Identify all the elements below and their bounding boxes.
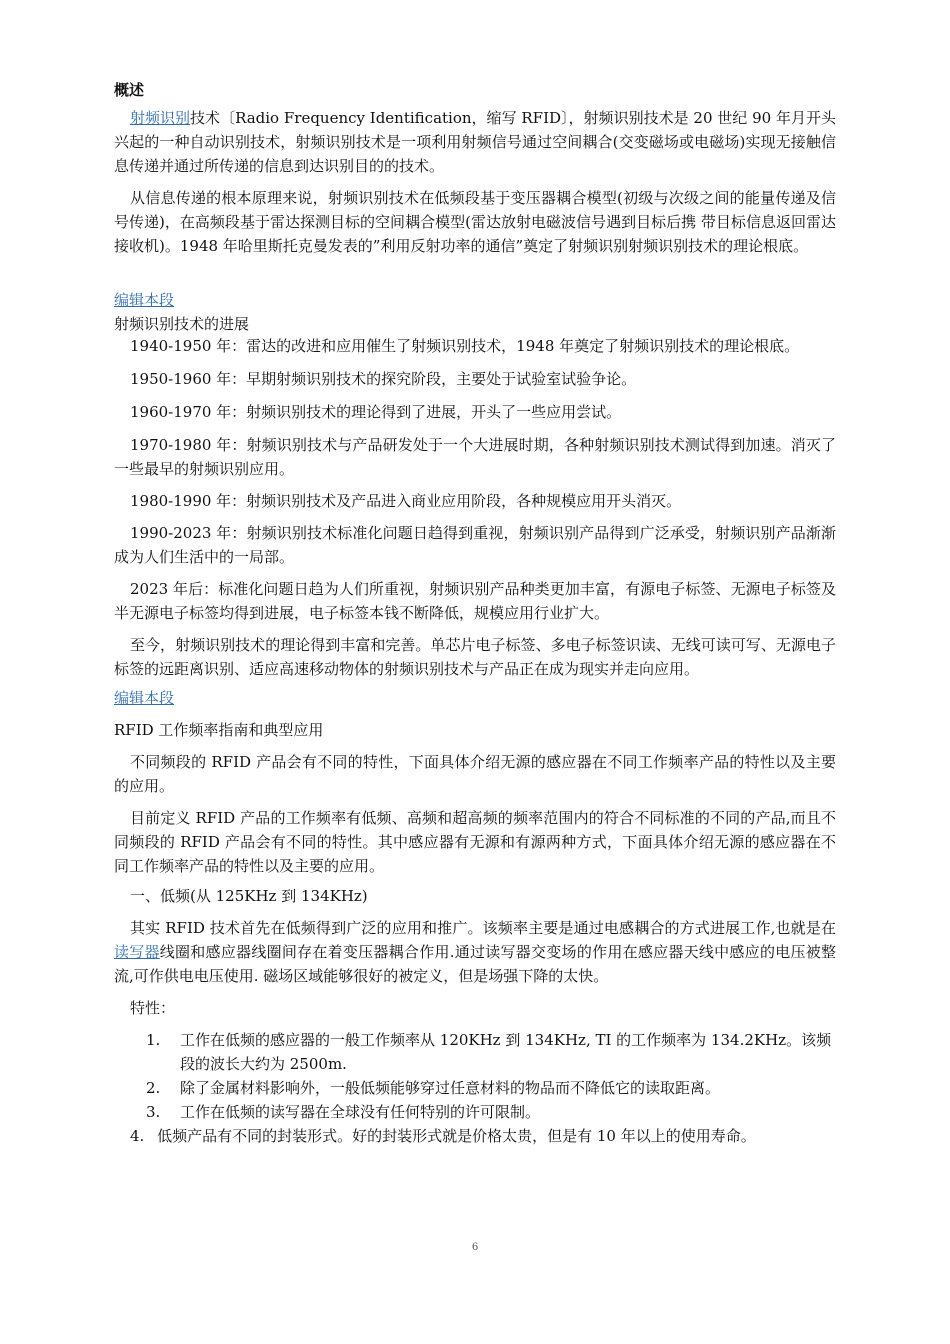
- edit-section-link[interactable]: 编辑本段: [114, 291, 175, 309]
- list-item: [146, 1028, 836, 1076]
- history-item: 1950-1960 年：早期射频识别技术的探究阶段，主要处于试验室试验争论。: [130, 370, 637, 388]
- low-frequency-paragraph: [114, 916, 836, 988]
- principle-paragraph: 从信息传递的根本原理来说，射频识别技术在低频段基于变压器耦合模型(初级与次级之间的能量传递及信号传递)，在高频段基于雷达探测目标的空间耦合模型(雷达放射电磁波信号遇到目标后携 带目标信息返回雷达接收机)。1948 年哈里斯托克曼发表的”利用反射功率的通信”奠定了射频识别射频识别技术的理论根底。: [114, 189, 836, 255]
- history-item: 1990-2023 年：射频识别技术标准化问题日趋得到重视，射频识别产品得到广泛承受，射频识别产品渐渐成为人们生活中的一局部。: [114, 524, 836, 566]
- history-item: 1980-1990 年：射频识别技术及产品进入商业应用阶段，各种规模应用开头消灭。: [130, 492, 682, 510]
- list-number: 4.: [130, 1127, 145, 1145]
- intro-paragraph: [114, 106, 836, 178]
- history-item: 1970-1980 年：射频识别技术与产品研发处于一个大进展时期，各种射频识别技术测试得到加速。消灭了一些最早的射频识别应用。: [114, 436, 836, 478]
- list-number: 1.: [146, 1031, 161, 1049]
- history-item: 1960-1970 年：射频识别技术的理论得到了进展，开头了一些应用尝试。: [130, 403, 622, 421]
- low-frequency-title: 一、低频(从 125KHz 到 134KHz): [130, 887, 368, 905]
- page-number: 6: [471, 1242, 479, 1253]
- reader-link[interactable]: 读写器: [114, 943, 160, 961]
- list-item: [130, 1124, 836, 1148]
- section-title-history: 射频识别技术的进展: [114, 315, 250, 333]
- history-item: 至今，射频识别技术的理论得到丰富和完善。单芯片电子标签、多电子标签识读、无线可读可写、无源电子标签的远距离识别、适应高速移动物体的射频识别技术与产品正在成为现实并走向应用。: [114, 636, 836, 678]
- list-text: 低频产品有不同的封装形式。好的封装形式就是价格太贵，但是有 10 年以上的使用寿命。: [157, 1127, 756, 1145]
- list-text: 工作在低频的感应器的一般工作频率从 120KHz 到 134KHz, TI 的工作频率为 134.2KHz。该频段的波长大约为 2500m.: [180, 1031, 832, 1073]
- features-label: 特性：: [130, 999, 176, 1017]
- low-frequency-text-cont: 线圈和感应器线圈间存在着变压器耦合作用.通过读写器交变场的作用在感应器天线中感应的电压被整流,可作供电电压使用. 磁场区域能够很好的被定义，但是场强下降的太快。: [114, 943, 836, 985]
- edit-section-link[interactable]: 编辑本段: [114, 689, 175, 707]
- list-text: 工作在低频的读写器在全球没有任何特别的许可限制。: [180, 1103, 541, 1121]
- frequency-intro-paragraph: 不同频段的 RFID 产品会有不同的特性，下面具体介绍无源的感应器在不同工作频率产品的特性以及主要的应用。: [114, 753, 836, 795]
- history-item: 2023 年后：标准化问题日趋为人们所重视，射频识别产品种类更加丰富，有源电子标签、无源电子标签及半无源电子标签均得到进展，电子标签本钱不断降低，规模应用行业扩大。: [114, 580, 836, 622]
- list-item: [146, 1076, 836, 1100]
- section-heading: 概述: [114, 81, 145, 99]
- history-item: 1940-1950 年：雷达的改进和应用催生了射频识别技术，1948 年奠定了射频识别技术的理论根底。: [130, 337, 800, 355]
- list-item: [146, 1100, 836, 1124]
- features-list: [146, 1028, 836, 1124]
- list-number: 2.: [146, 1079, 161, 1097]
- list-number: 3.: [146, 1103, 161, 1121]
- section-title-frequency: RFID 工作频率指南和典型应用: [114, 721, 324, 739]
- intro-text: 技术〔Radio Frequency Identification，缩写 RFID〕，射频识别技术是 20 世纪 90 年月开头兴起的一种自动识别技术，射频识别技术是一项利用射频信号通过空间耦合(交变磁场或电磁场)实现无接触信息传递并通过所传递的信息到达识别目的的技术。: [114, 109, 836, 175]
- rfid-link[interactable]: 射频识别: [130, 109, 191, 127]
- low-frequency-text: 其实 RFID 技术首先在低频得到广泛的应用和推广。该频率主要是通过电感耦合的方式进展工作,也就是在: [130, 919, 836, 937]
- frequency-definition-paragraph: 目前定义 RFID 产品的工作频率有低频、高频和超高频的频率范围内的符合不同标准的不同的产品,而且不同频段的 RFID 产品会有不同的特性。其中感应器有无源和有源两种方式，下面具体介绍无源的感应器在不同工作频率产品的特性以及主要的应用。: [114, 809, 836, 875]
- list-text: 除了金属材料影响外，一般低频能够穿过任意材料的物品而不降低它的读取距离。: [180, 1079, 721, 1097]
